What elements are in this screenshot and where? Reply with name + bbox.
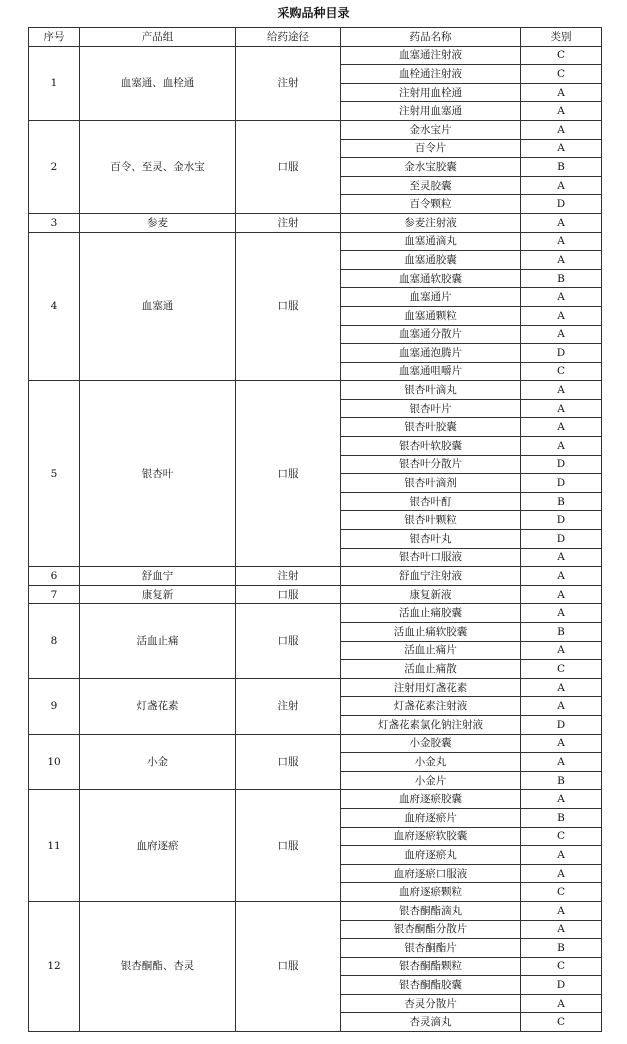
category-cell: D <box>521 715 602 734</box>
drug-name-cell: 银杏叶胶囊 <box>341 418 521 437</box>
route-cell: 口服 <box>236 232 341 381</box>
category-cell: D <box>521 195 602 214</box>
table-row <box>29 678 602 697</box>
drug-name-cell: 血塞通分散片 <box>341 325 521 344</box>
drug-name-cell: 活血止痛胶囊 <box>341 604 521 623</box>
route-cell: 口服 <box>236 790 341 902</box>
category-cell: C <box>521 65 602 84</box>
category-cell: C <box>521 660 602 679</box>
category-cell: D <box>521 511 602 530</box>
header-serial: 序号 <box>29 28 80 47</box>
product-group-cell: 血塞通 <box>80 232 236 381</box>
category-cell: A <box>521 567 602 586</box>
drug-name-cell: 银杏酮酯颗粒 <box>341 957 521 976</box>
table-row <box>29 381 602 400</box>
serial-cell: 9 <box>29 678 80 734</box>
category-cell: A <box>521 176 602 195</box>
table-row <box>29 120 602 139</box>
drug-name-cell: 银杏叶口服液 <box>341 548 521 567</box>
route-cell: 注射 <box>236 213 341 232</box>
category-cell: C <box>521 883 602 902</box>
category-cell: D <box>521 530 602 549</box>
route-cell: 口服 <box>236 120 341 213</box>
serial-cell: 3 <box>29 213 80 232</box>
drug-name-cell: 注射用灯盏花素 <box>341 678 521 697</box>
drug-name-cell: 注射用血塞通 <box>341 102 521 121</box>
route-cell: 口服 <box>236 734 341 790</box>
header-product-group: 产品组 <box>80 28 236 47</box>
drug-name-cell: 血府逐瘀颗粒 <box>341 883 521 902</box>
route-cell: 口服 <box>236 901 341 1031</box>
category-cell: B <box>521 158 602 177</box>
drug-name-cell: 银杏酮酯滴丸 <box>341 901 521 920</box>
category-cell: A <box>521 306 602 325</box>
route-cell: 口服 <box>236 381 341 567</box>
drug-name-cell: 血塞通胶囊 <box>341 251 521 270</box>
drug-name-cell: 金水宝片 <box>341 120 521 139</box>
category-cell: A <box>521 139 602 158</box>
drug-name-cell: 银杏叶分散片 <box>341 455 521 474</box>
serial-cell: 8 <box>29 604 80 678</box>
category-cell: C <box>521 957 602 976</box>
serial-cell: 7 <box>29 585 80 604</box>
drug-name-cell: 舒血宁注射液 <box>341 567 521 586</box>
category-cell: C <box>521 46 602 65</box>
table-row <box>29 567 602 586</box>
category-cell: A <box>521 251 602 270</box>
table-row <box>29 46 602 65</box>
category-cell: C <box>521 1013 602 1032</box>
category-cell: A <box>521 994 602 1013</box>
drug-name-cell: 血府逐瘀胶囊 <box>341 790 521 809</box>
product-group-cell: 血府逐瘀 <box>80 790 236 902</box>
drug-name-cell: 百令颗粒 <box>341 195 521 214</box>
category-cell: C <box>521 362 602 381</box>
drug-name-cell: 银杏叶滴丸 <box>341 381 521 400</box>
category-cell: A <box>521 641 602 660</box>
header-row <box>29 28 602 47</box>
drug-name-cell: 注射用血栓通 <box>341 83 521 102</box>
table-row <box>29 901 602 920</box>
procurement-catalog-table <box>28 27 602 1032</box>
category-cell: B <box>521 623 602 642</box>
category-cell: B <box>521 939 602 958</box>
drug-name-cell: 血府逐瘀丸 <box>341 846 521 865</box>
table-row <box>29 734 602 753</box>
drug-name-cell: 活血止痛散 <box>341 660 521 679</box>
catalog-body <box>29 46 602 1031</box>
category-cell: A <box>521 604 602 623</box>
drug-name-cell: 银杏叶颗粒 <box>341 511 521 530</box>
route-cell: 注射 <box>236 678 341 734</box>
drug-name-cell: 血塞通颗粒 <box>341 306 521 325</box>
table-row <box>29 604 602 623</box>
category-cell: A <box>521 232 602 251</box>
category-cell: A <box>521 697 602 716</box>
table-row <box>29 232 602 251</box>
product-group-cell: 百令、至灵、金水宝 <box>80 120 236 213</box>
product-group-cell: 舒血宁 <box>80 567 236 586</box>
drug-name-cell: 杏灵滴丸 <box>341 1013 521 1032</box>
drug-name-cell: 银杏叶丸 <box>341 530 521 549</box>
category-cell: A <box>521 418 602 437</box>
route-cell: 口服 <box>236 604 341 678</box>
header-route: 给药途径 <box>236 28 341 47</box>
drug-name-cell: 血塞通泡腾片 <box>341 344 521 363</box>
category-cell: A <box>521 678 602 697</box>
product-group-cell: 参麦 <box>80 213 236 232</box>
drug-name-cell: 至灵胶囊 <box>341 176 521 195</box>
route-cell: 注射 <box>236 567 341 586</box>
category-cell: A <box>521 325 602 344</box>
drug-name-cell: 银杏酮酯分散片 <box>341 920 521 939</box>
drug-name-cell: 血塞通注射液 <box>341 46 521 65</box>
drug-name-cell: 血塞通咀嚼片 <box>341 362 521 381</box>
category-cell: A <box>521 920 602 939</box>
category-cell: A <box>521 102 602 121</box>
product-group-cell: 血塞通、血栓通 <box>80 46 236 120</box>
serial-cell: 6 <box>29 567 80 586</box>
serial-cell: 1 <box>29 46 80 120</box>
drug-name-cell: 血府逐瘀软胶囊 <box>341 827 521 846</box>
drug-name-cell: 杏灵分散片 <box>341 994 521 1013</box>
category-cell: A <box>521 288 602 307</box>
serial-cell: 12 <box>29 901 80 1031</box>
product-group-cell: 灯盏花素 <box>80 678 236 734</box>
category-cell: C <box>521 827 602 846</box>
drug-name-cell: 灯盏花素氯化钠注射液 <box>341 715 521 734</box>
drug-name-cell: 银杏酮酯胶囊 <box>341 976 521 995</box>
category-cell: A <box>521 437 602 456</box>
header-drug-name: 药品名称 <box>341 28 521 47</box>
serial-cell: 4 <box>29 232 80 381</box>
product-group-cell: 活血止痛 <box>80 604 236 678</box>
category-cell: A <box>521 846 602 865</box>
category-cell: D <box>521 455 602 474</box>
drug-name-cell: 灯盏花素注射液 <box>341 697 521 716</box>
drug-name-cell: 金水宝胶囊 <box>341 158 521 177</box>
drug-name-cell: 银杏叶滴剂 <box>341 474 521 493</box>
drug-name-cell: 银杏叶软胶囊 <box>341 437 521 456</box>
drug-name-cell: 活血止痛片 <box>341 641 521 660</box>
drug-name-cell: 参麦注射液 <box>341 213 521 232</box>
product-group-cell: 银杏酮酯、杏灵 <box>80 901 236 1031</box>
table-row <box>29 585 602 604</box>
category-cell: B <box>521 492 602 511</box>
drug-name-cell: 小金片 <box>341 771 521 790</box>
drug-name-cell: 活血止痛软胶囊 <box>341 623 521 642</box>
category-cell: A <box>521 213 602 232</box>
document-title: 采购品种目录 <box>277 6 350 20</box>
category-cell: B <box>521 808 602 827</box>
serial-cell: 11 <box>29 790 80 902</box>
drug-name-cell: 百令片 <box>341 139 521 158</box>
category-cell: D <box>521 344 602 363</box>
product-group-cell: 银杏叶 <box>80 381 236 567</box>
category-cell: A <box>521 83 602 102</box>
category-cell: A <box>521 790 602 809</box>
drug-name-cell: 血府逐瘀片 <box>341 808 521 827</box>
drug-name-cell: 银杏叶片 <box>341 399 521 418</box>
category-cell: A <box>521 753 602 772</box>
drug-name-cell: 血塞通片 <box>341 288 521 307</box>
drug-name-cell: 银杏叶酊 <box>341 492 521 511</box>
table-row <box>29 790 602 809</box>
serial-cell: 2 <box>29 120 80 213</box>
category-cell: D <box>521 474 602 493</box>
drug-name-cell: 血栓通注射液 <box>341 65 521 84</box>
category-cell: A <box>521 585 602 604</box>
header-category: 类别 <box>521 28 602 47</box>
drug-name-cell: 血塞通滴丸 <box>341 232 521 251</box>
category-cell: A <box>521 901 602 920</box>
drug-name-cell: 小金丸 <box>341 753 521 772</box>
serial-cell: 10 <box>29 734 80 790</box>
category-cell: A <box>521 120 602 139</box>
route-cell: 注射 <box>236 46 341 120</box>
drug-name-cell: 银杏酮酯片 <box>341 939 521 958</box>
drug-name-cell: 康复新液 <box>341 585 521 604</box>
category-cell: A <box>521 548 602 567</box>
drug-name-cell: 血府逐瘀口服液 <box>341 864 521 883</box>
category-cell: A <box>521 381 602 400</box>
product-group-cell: 小金 <box>80 734 236 790</box>
category-cell: A <box>521 864 602 883</box>
category-cell: D <box>521 976 602 995</box>
category-cell: B <box>521 269 602 288</box>
drug-name-cell: 血塞通软胶囊 <box>341 269 521 288</box>
category-cell: A <box>521 399 602 418</box>
category-cell: A <box>521 734 602 753</box>
route-cell: 口服 <box>236 585 341 604</box>
product-group-cell: 康复新 <box>80 585 236 604</box>
category-cell: B <box>521 771 602 790</box>
drug-name-cell: 小金胶囊 <box>341 734 521 753</box>
serial-cell: 5 <box>29 381 80 567</box>
table-row <box>29 213 602 232</box>
